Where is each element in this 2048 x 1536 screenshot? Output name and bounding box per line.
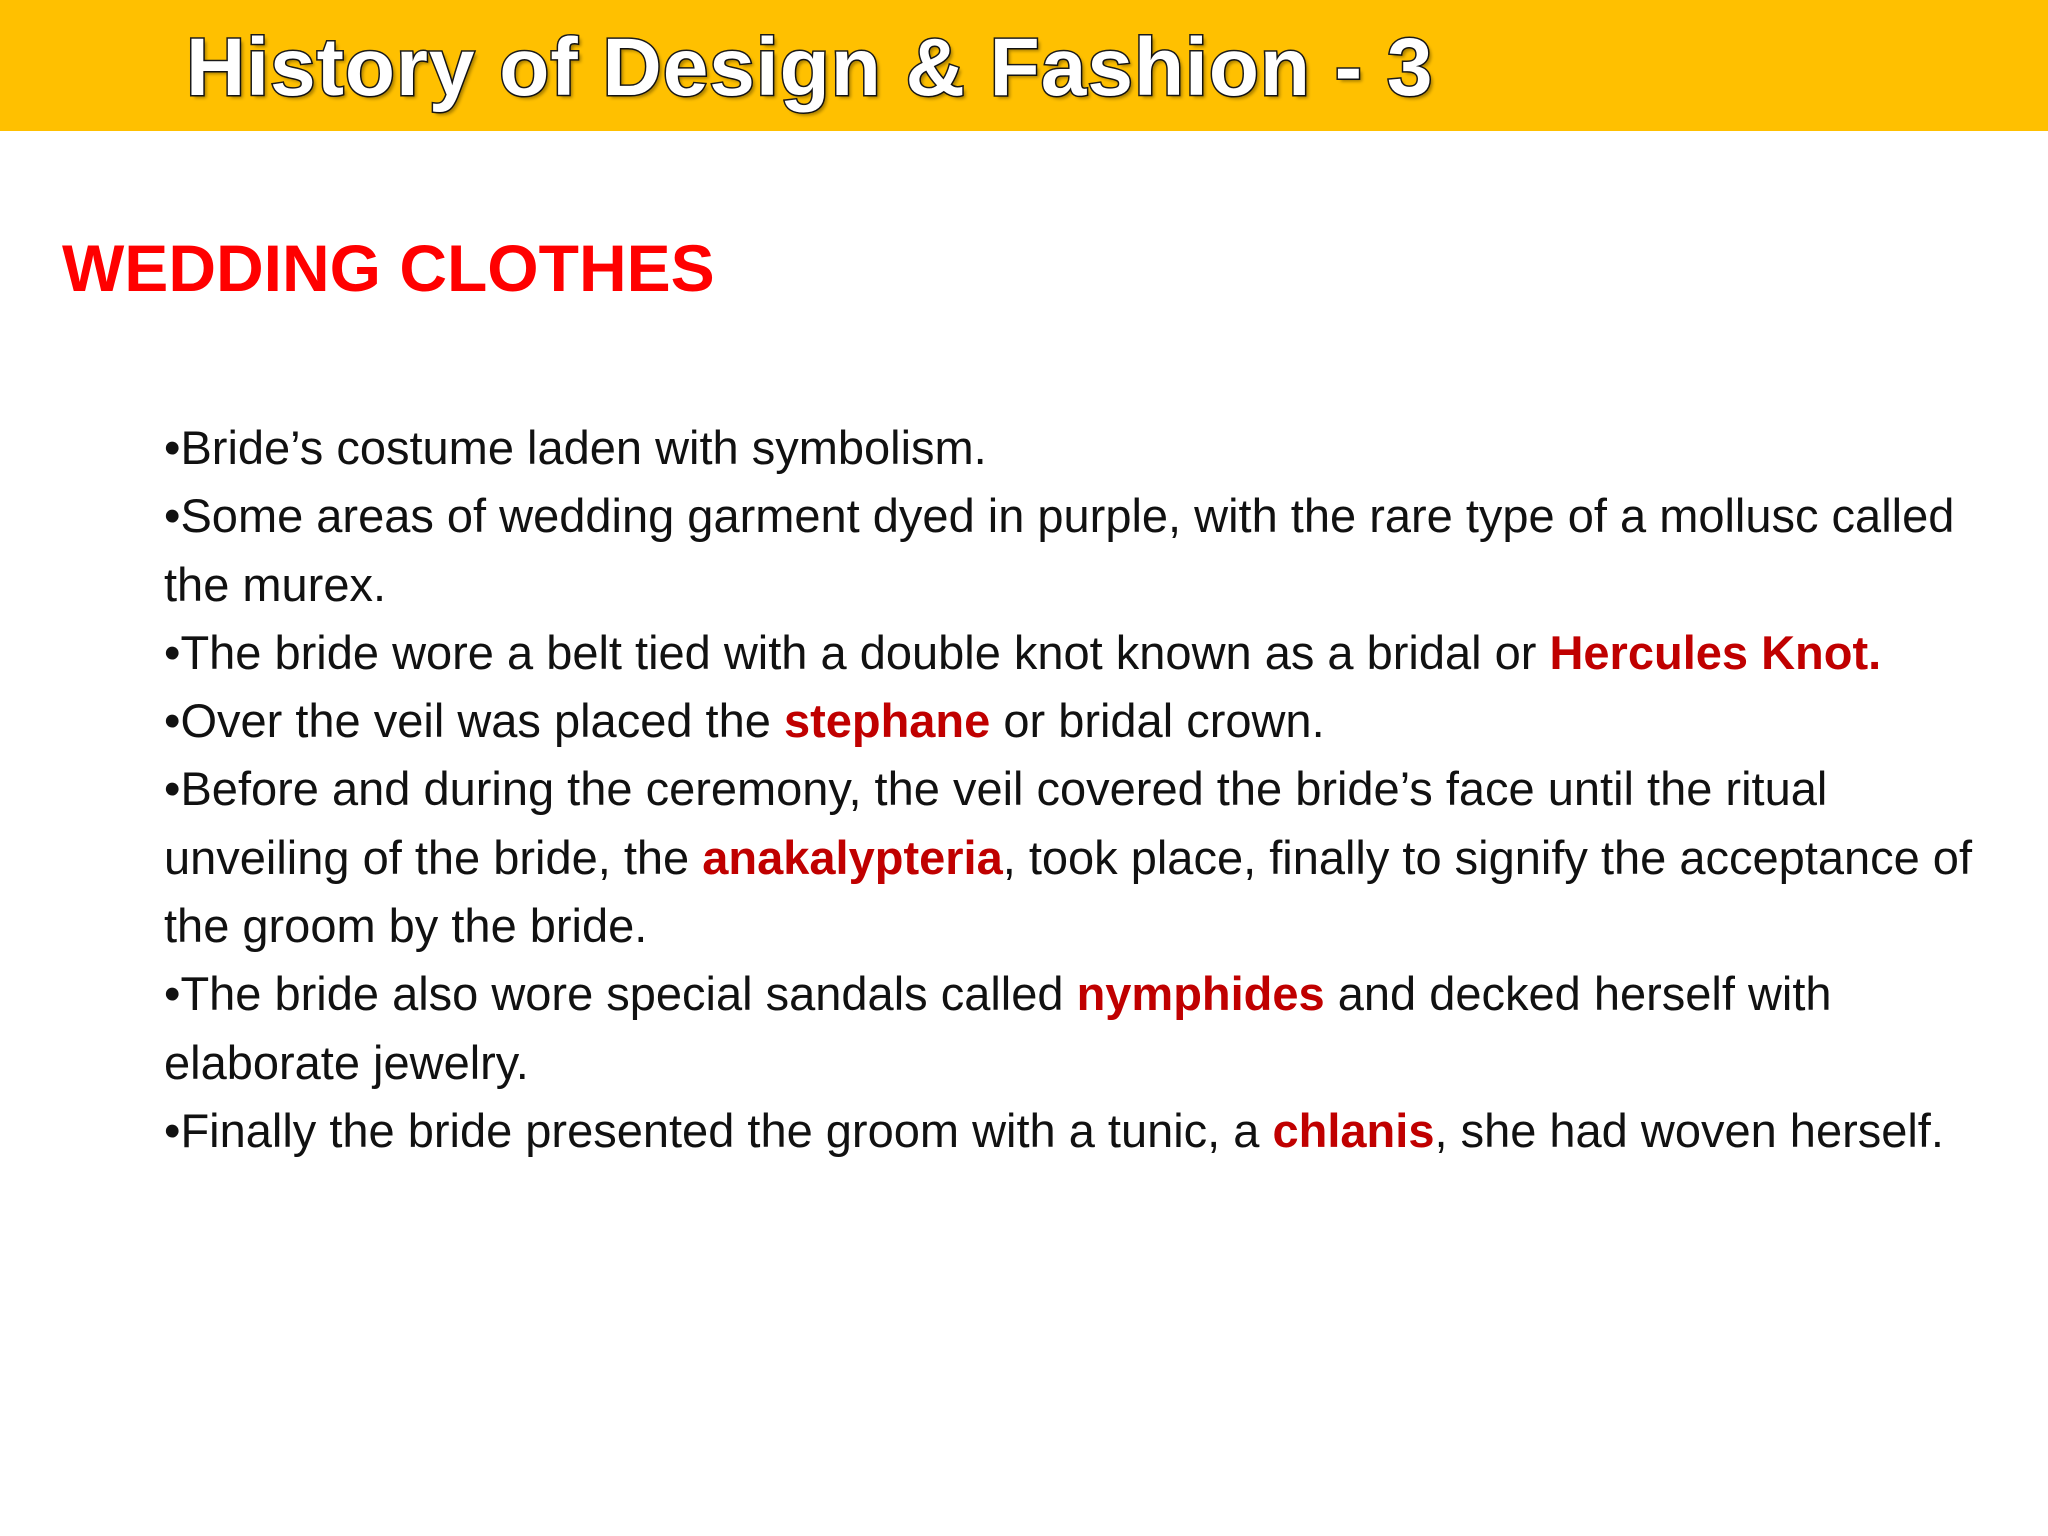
highlighted-term: chlanis (1272, 1103, 1435, 1157)
bullet-text: •Bride’s costume laden with symbolism. (164, 421, 987, 474)
bullet-text: •The bride wore a belt tied with a double knot known as a bridal or (164, 625, 1550, 679)
bullet-item (164, 619, 2004, 687)
highlighted-term: stephane (783, 694, 991, 748)
bullet-text: and decked herself with elaborate jewelry. (164, 967, 1832, 1089)
slide-title: History of Design & Fashion - 3 (186, 22, 1434, 113)
bullet-item (164, 482, 2004, 619)
bullet-item (164, 687, 2004, 755)
bullet-text: , took place, finally to signify the acceptance of the groom by the bride. (164, 830, 1973, 953)
bullet-text: •Some areas of wedding garment dyed in purple, with the rare type of a mollusc called the murex. (164, 489, 1955, 611)
bullet-list (164, 414, 2004, 1165)
highlighted-term: nymphides (1076, 967, 1325, 1021)
bullet-text: •Before and during the ceremony, the veil covered the bride’s face until the ritual unveiling of the bride, the (164, 762, 1828, 884)
section-heading: WEDDING CLOTHES (62, 231, 715, 305)
bullet-text: •Finally the bride presented the groom with a tunic, a (164, 1103, 1273, 1157)
title-banner (0, 0, 2048, 131)
bullet-item (164, 960, 2004, 1097)
bullet-item (164, 755, 2004, 960)
highlighted-term: anakalypteria (702, 830, 1003, 884)
bullet-item (164, 1097, 2004, 1165)
bullet-item (164, 414, 2004, 482)
bullet-text: or bridal crown. (990, 694, 1325, 748)
bullet-text: •Over the veil was placed the (164, 694, 784, 748)
highlighted-term: Hercules Knot. (1549, 625, 1882, 679)
bullet-text: •The bride also wore special sandals called (164, 967, 1077, 1021)
bullet-text: , she had woven herself. (1434, 1103, 1944, 1157)
